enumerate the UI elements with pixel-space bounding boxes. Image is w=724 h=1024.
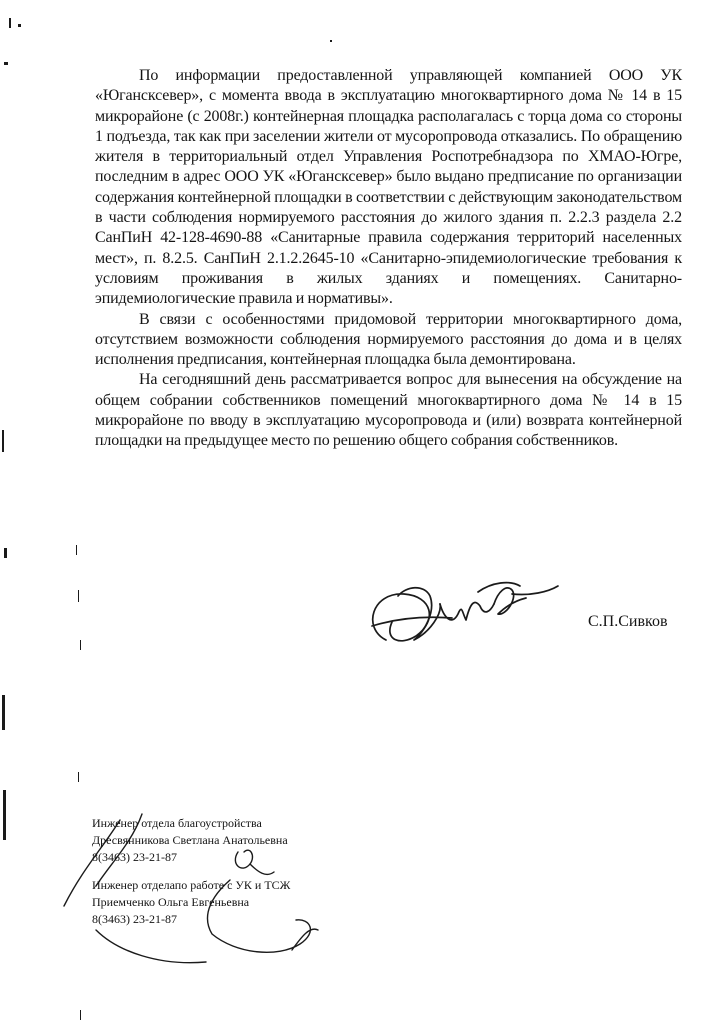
signer-name: С.П.Сивков: [588, 613, 668, 630]
executor-position: Инженер отделапо работе с УК и ТСЖ: [92, 877, 291, 892]
executor-contacts: [92, 815, 290, 938]
paragraph-3: На сегодняшний день рассматривается вопрос для вынесения на обсуждение на общем собрании собственников помещений многоквартирного дома № 14 в 15 микрорайоне по вводу в эксплуатацию мусоропровода и (или) возврата контейнерной площадки на предыдущее место по решению общего собрания собственников.: [95, 371, 682, 450]
executor-name: Дресвянникова Светлана Анатольевна: [92, 833, 288, 848]
executor-position: Инженер отдела благоустройства: [92, 816, 262, 830]
executor-phone: 8(3463) 23-21-87: [92, 912, 177, 927]
executor-block: [92, 877, 290, 929]
executor-name: Приемченко Ольга Евгеньевна: [92, 894, 250, 909]
executor-phone: 8(3463) 23-21-87: [92, 850, 177, 865]
paragraph-2: В связи с особенностями придомовой территории многоквартирного дома, отсутствием возможности соблюдения нормируемого расстояния до дома и в целях исполнения предписания, контейнерная площадка была демонтирована.: [95, 310, 682, 369]
paragraph-1: По информации предоставленной управляющей компанией ООО УК «Югансксевер», с момента ввода в эксплуатацию многоквартирного дома № 14 в 15 микрорайоне (с 2008г.) контейнерная площадка располагалась с торца дома со стороны 1 подъезда, так как при заселении жители от мусоропровода отказались. По обращению жителя в территориальный отдел Управления Роспотребнадзора по ХМАО-Югре, последним в адрес ООО УК «Югансксевер» было выдано предписание по организации содержания контейнерной площадки в соответствии с действующим законодательством в части соблюдения нормируемого расстояния до жилого здания п. 2.2.3 раздела 2.2 СанПиН 42-128-4690-88 «Санитарные правила содержания территорий населенных мест», п. 8.2.5. СанПиН 2.1.2.2645-10 «Санитарно-эпидемиологические требования к условиям проживания в жилых зданиях и помещениях. Санитарно-эпидемиологические правила и нормативы».: [95, 67, 682, 308]
executor-block: [92, 815, 290, 867]
handwritten-signature: [372, 583, 558, 641]
